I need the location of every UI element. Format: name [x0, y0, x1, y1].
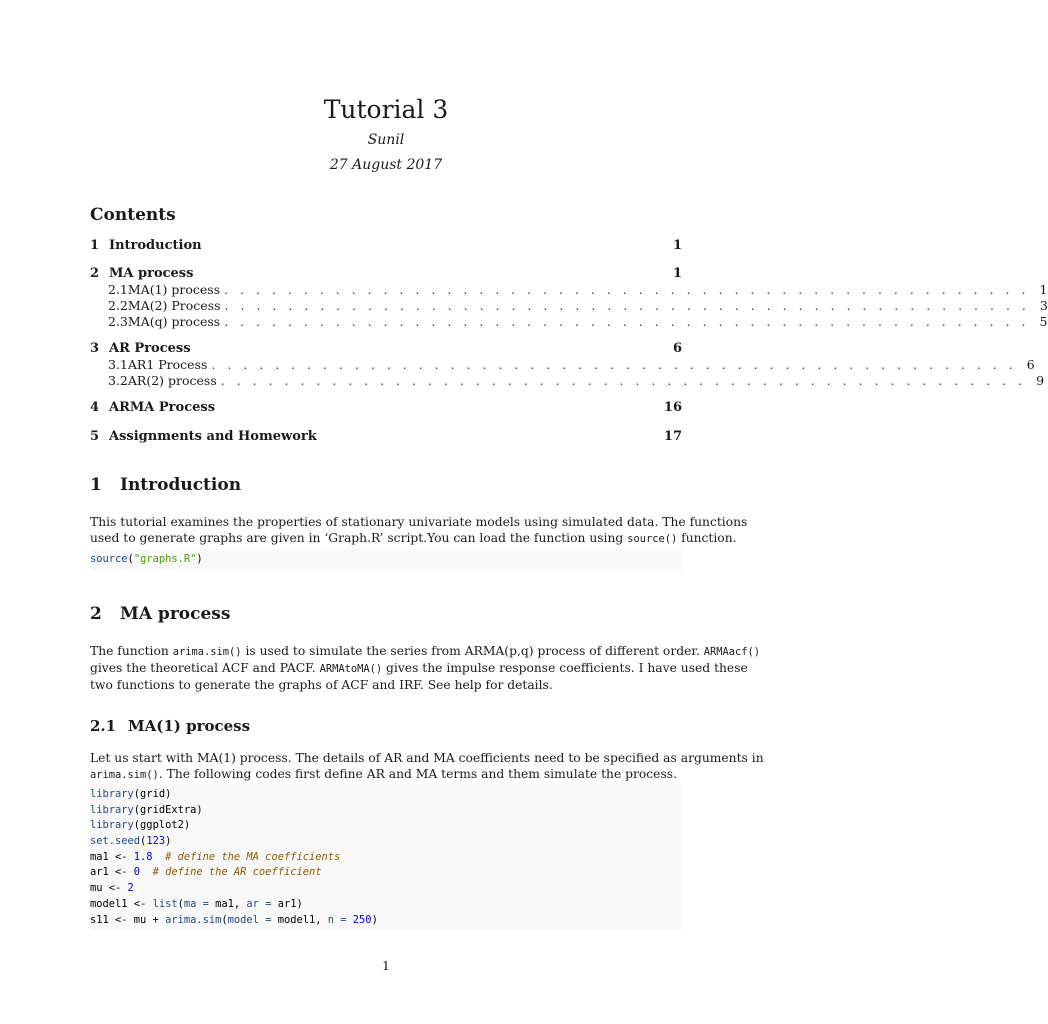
code-token: ( — [127, 553, 134, 565]
code-token: s11 <- mu + — [90, 913, 166, 926]
document-author: Sunil — [367, 132, 405, 148]
toc-page: 9 — [1036, 373, 1045, 388]
toc-entry-ar2-process[interactable] — [90, 373, 1045, 389]
code-argument: ma = — [183, 897, 216, 910]
text-run: used to generate graphs are given in ‘Graph.R’ script.You can load the function using — [90, 531, 628, 545]
code-argument: model = — [227, 913, 278, 926]
code-number: 123 — [146, 835, 166, 848]
section-number: 2 — [90, 604, 102, 624]
code-token: ar1) — [277, 897, 303, 910]
toc-leader-dots: . . . . . . . . . . . . . . . . . . . . . . . . . . . . . . . . . . . . . . . . . . . . . . . . . . . — [211, 357, 1017, 372]
subsection-number: 2.1 — [90, 717, 117, 735]
toc-number: 1 — [90, 238, 100, 253]
toc-leader-dots: . . . . . . . . . . . . . . . . . . . . . . . . . . . . . . . . . . . . . . . . . . . . . . . . . . . — [220, 373, 1027, 388]
toc-number: 5 — [90, 429, 100, 444]
code-function: library — [90, 803, 134, 816]
code-token: ma1 <- — [90, 850, 134, 863]
toc-title: AR1 Process — [127, 357, 208, 372]
section-number: 1 — [90, 475, 102, 495]
toc-title: Introduction — [109, 238, 202, 253]
code-line — [90, 803, 682, 819]
paragraph-line — [90, 530, 737, 547]
code-token: ma1, — [215, 897, 247, 910]
code-token: ) — [196, 553, 203, 565]
code-token: (ggplot2) — [133, 819, 191, 832]
toc-number: 3 — [90, 341, 100, 356]
toc-page: 5 — [1039, 314, 1048, 329]
document-page — [90, 0, 1048, 1024]
code-number: 2 — [127, 882, 134, 895]
code-number: 1.8 — [133, 850, 153, 863]
code-line — [90, 552, 682, 568]
toc-entry-ma1-process[interactable] — [90, 282, 1048, 298]
code-token: model1, — [277, 913, 328, 926]
code-token: ( — [177, 897, 184, 910]
toc-number: 2 — [90, 266, 100, 281]
ma-paragraph — [90, 643, 761, 693]
code-token: ar1 <- — [90, 866, 134, 879]
code-comment: # define the MA coefficients — [165, 850, 341, 863]
toc-page: 17 — [663, 429, 682, 444]
toc-leader-dots: . . . . . . . . . . . . . . . . . . . . . . . . . . . . . . . . . . . . . . . . . . . . . . . . . . . — [224, 298, 1030, 313]
paragraph-line: two functions to generate the graphs of ACF and IRF. See help for details. — [90, 678, 553, 692]
toc-entry-arma-process[interactable] — [90, 400, 682, 416]
inline-code: arima.sim() — [90, 769, 159, 781]
toc-title: MA(1) process — [127, 282, 221, 297]
code-token: ( — [221, 913, 228, 926]
code-line — [90, 897, 682, 913]
toc-entry-maq-process[interactable] — [90, 314, 1048, 330]
code-line — [90, 787, 682, 803]
toc-number: 2.3 — [108, 314, 128, 329]
code-number: 0 — [133, 866, 141, 879]
toc-title: MA(q) process — [127, 314, 221, 329]
toc-number: 4 — [90, 400, 100, 415]
code-comment: # define the AR coefficient — [152, 866, 322, 879]
section-heading-introduction — [90, 475, 241, 495]
code-token: mu <- — [90, 882, 128, 895]
code-function: library — [90, 788, 134, 800]
code-line — [90, 881, 682, 897]
toc-leader-dots: . . . . . . . . . . . . . . . . . . . . . . . . . . . . . . . . . . . . . . . . . . . . . . . . . . . — [224, 282, 1030, 297]
section-title: Introduction — [120, 475, 242, 495]
toc-title: AR(2) process — [127, 373, 217, 388]
page-number: 1 — [382, 958, 390, 973]
text-run: gives the theoretical ACF and PACF. — [90, 661, 320, 675]
text-run: is used to simulate the series from ARMA(p,q) process of different order. — [241, 644, 704, 658]
text-run: . The following codes first define AR and MA terms and them simulate the process. — [158, 767, 677, 781]
intro-paragraph — [90, 514, 748, 547]
toc-entry-ma2-process[interactable] — [90, 298, 1048, 314]
code-block-source — [90, 549, 682, 571]
toc-page: 3 — [1039, 298, 1048, 313]
paragraph-line — [90, 643, 761, 660]
code-function: source — [90, 553, 128, 565]
code-string: "graphs.R" — [133, 553, 197, 565]
text-run: The function — [90, 644, 173, 658]
toc-title: MA(2) Process — [127, 298, 221, 313]
code-function: set.seed — [90, 835, 141, 848]
toc-entry-ma-process[interactable] — [90, 266, 682, 282]
toc-title: ARMA Process — [109, 400, 216, 415]
code-function: arima.sim — [165, 913, 222, 926]
text-run: gives the impulse response coefficients. I have used these — [382, 661, 748, 675]
code-line — [90, 850, 682, 866]
code-line — [90, 818, 682, 834]
paragraph-line: This tutorial examines the properties of stationary univariate models using simulated data. The functions — [90, 515, 748, 529]
toc-page: 6 — [672, 341, 682, 356]
paragraph-line — [90, 660, 748, 677]
code-block-ma1 — [90, 784, 682, 930]
contents-heading: Contents — [90, 205, 176, 225]
toc-entry-assignments[interactable] — [90, 429, 682, 445]
ma1-paragraph — [90, 750, 764, 783]
code-token — [140, 866, 153, 878]
code-line — [90, 865, 682, 881]
code-argument: ar = — [246, 897, 278, 910]
toc-title: Assignments and Homework — [109, 429, 317, 444]
code-token: ) — [165, 835, 172, 848]
code-token: model1 <- — [90, 897, 153, 910]
subsection-heading-ma1 — [90, 717, 250, 735]
code-line — [90, 834, 682, 850]
code-function: list — [152, 897, 178, 910]
paragraph-line — [90, 766, 682, 783]
code-line — [90, 913, 682, 929]
inline-code: ARMAacf() — [703, 646, 761, 658]
section-title: MA process — [120, 604, 231, 624]
toc-title: AR Process — [109, 341, 191, 356]
toc-number: 2.1 — [108, 282, 128, 297]
toc-page: 1 — [672, 238, 682, 253]
text-run: function. — [677, 531, 737, 545]
code-token: ) — [371, 913, 378, 926]
code-token — [153, 851, 166, 863]
toc-number: 3.1 — [108, 357, 128, 372]
toc-page: 16 — [663, 400, 682, 415]
toc-page: 6 — [1026, 357, 1035, 372]
toc-number: 2.2 — [108, 298, 128, 313]
toc-entry-ar1-process[interactable] — [90, 357, 1035, 373]
code-token: (gridExtra) — [133, 803, 203, 816]
code-number: 250 — [352, 913, 372, 926]
toc-entry-ar-process[interactable] — [90, 341, 682, 357]
toc-page: 1 — [672, 266, 682, 281]
section-heading-ma-process — [90, 604, 230, 624]
inline-code: source() — [627, 533, 678, 545]
document-date: 27 August 2017 — [329, 157, 443, 173]
code-token: ( — [140, 835, 147, 848]
paragraph-line: Let us start with MA(1) process. The details of AR and MA coefficients need to be specified as arguments in — [90, 751, 764, 765]
code-token: (grid) — [133, 788, 172, 800]
toc-entry-introduction[interactable] — [90, 238, 682, 254]
inline-code: ARMAtoMA() — [319, 663, 383, 675]
toc-number: 3.2 — [108, 373, 128, 388]
code-argument: n = — [327, 913, 353, 926]
inline-code: arima.sim() — [172, 646, 242, 658]
toc-title: MA process — [109, 266, 194, 281]
subsection-title: MA(1) process — [128, 717, 251, 735]
toc-leader-dots: . . . . . . . . . . . . . . . . . . . . . . . . . . . . . . . . . . . . . . . . . . . . . . . . . . . — [224, 314, 1030, 329]
code-function: library — [90, 819, 134, 832]
document-title: Tutorial 3 — [323, 95, 449, 124]
toc-page: 1 — [1039, 282, 1048, 297]
